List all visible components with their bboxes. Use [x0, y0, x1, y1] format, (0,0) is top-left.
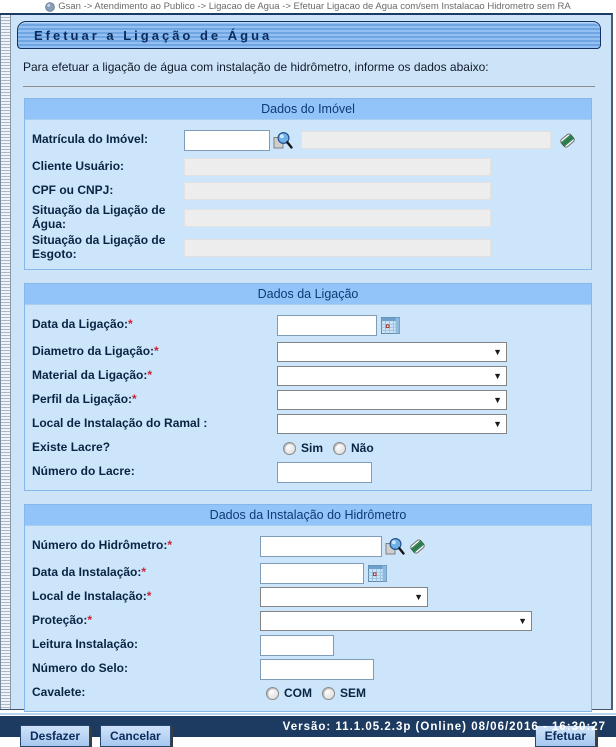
row-local-ramal	[32, 412, 584, 436]
row-material-ligacao	[32, 364, 584, 388]
row-numero-lacre	[32, 460, 584, 484]
cliente-usuario-label: Cliente Usuário:	[32, 159, 125, 174]
numero-lacre-input[interactable]	[277, 462, 372, 483]
row-situacao-agua	[32, 203, 584, 233]
cliente-usuario-field	[184, 158, 491, 176]
local-ramal-select[interactable]	[277, 414, 507, 434]
diametro-ligacao-label: Diametro da Ligação:*	[32, 344, 159, 359]
search-imovel-icon[interactable]	[272, 130, 293, 151]
material-ligacao-select[interactable]	[277, 366, 507, 386]
cavalete-com-radio[interactable]	[266, 687, 279, 700]
cpf-cnpj-field	[184, 182, 491, 200]
data-instalacao-label: Data da Instalação:*	[32, 565, 147, 580]
panel-dados-ligacao	[24, 283, 592, 491]
required-marker: *	[167, 538, 173, 553]
panel-dados-imovel-title: Dados do Imóvel	[25, 99, 591, 120]
imovel-descricao-field	[301, 131, 551, 149]
left-decorative-strip	[0, 15, 11, 709]
row-numero-hidrometro	[32, 531, 584, 561]
search-hidrometro-icon[interactable]	[384, 536, 405, 557]
situacao-esgoto-field	[184, 239, 491, 257]
numero-hidrometro-input[interactable]	[260, 536, 382, 557]
protecao-label: Proteção:*	[32, 613, 93, 628]
panel-dados-ligacao-title: Dados da Ligação	[25, 284, 591, 305]
row-data-instalacao	[32, 561, 584, 585]
calendar-instalacao-icon[interactable]	[368, 565, 387, 582]
panel-dados-hidrometro-title: Dados da Instalação do Hidrômetro	[25, 505, 591, 526]
numero-selo-input[interactable]	[260, 659, 374, 680]
divider	[23, 86, 595, 87]
row-numero-selo	[32, 657, 584, 681]
numero-lacre-label: Número do Lacre:	[32, 464, 135, 479]
row-local-instalacao	[32, 585, 584, 609]
protecao-select[interactable]	[260, 611, 532, 631]
help-icon[interactable]	[45, 2, 55, 12]
chevron-down-icon: ▼	[518, 615, 527, 626]
page-title-bar	[17, 21, 601, 49]
required-marker: *	[146, 589, 152, 604]
erase-imovel-icon[interactable]	[557, 130, 578, 151]
existe-lacre-label: Existe Lacre?	[32, 440, 111, 455]
cavalete-com-label: COM	[284, 686, 312, 700]
desfazer-button[interactable]: Desfazer	[20, 725, 90, 747]
required-marker: *	[128, 317, 133, 332]
efetuar-button[interactable]: Efetuar	[535, 725, 596, 747]
lacre-nao-radio[interactable]	[333, 442, 346, 455]
chevron-down-icon: ▼	[493, 370, 502, 381]
instruction-text: Para efetuar a ligação de água com instalação de hidrômetro, informe os dados abaixo:	[23, 60, 489, 74]
leitura-instalacao-label: Leitura Instalação:	[32, 637, 139, 652]
page-title: Efetuar a Ligação de Água	[34, 27, 273, 43]
required-marker: *	[147, 368, 153, 383]
cavalete-sem-label: SEM	[340, 686, 367, 700]
chevron-down-icon: ▼	[493, 418, 502, 429]
cpf-cnpj-label: CPF ou CNPJ:	[32, 183, 114, 198]
numero-hidrometro-label: Número do Hidrômetro:*	[32, 538, 173, 553]
row-cliente-usuario	[32, 155, 584, 179]
matricula-imovel-input[interactable]	[184, 130, 270, 151]
row-protecao	[32, 609, 584, 633]
chevron-down-icon: ▼	[493, 346, 502, 357]
row-matricula-imovel	[32, 125, 584, 155]
data-ligacao-label: Data da Ligação:*	[32, 317, 133, 332]
local-ramal-label: Local de Instalação do Ramal :	[32, 416, 208, 431]
row-data-ligacao	[32, 310, 584, 340]
matricula-imovel-label: Matrícula do Imóvel:	[32, 132, 149, 147]
local-instalacao-select[interactable]	[260, 587, 428, 607]
data-instalacao-input[interactable]	[260, 563, 364, 584]
material-ligacao-label: Material da Ligação:*	[32, 368, 153, 383]
required-marker: *	[132, 392, 137, 407]
row-diametro-ligacao	[32, 340, 584, 364]
cavalete-sem-radio[interactable]	[322, 687, 335, 700]
calendar-ligacao-icon[interactable]	[381, 317, 400, 334]
data-ligacao-input[interactable]	[277, 315, 377, 336]
leitura-instalacao-input[interactable]	[260, 635, 334, 656]
lacre-nao-label: Não	[351, 441, 374, 455]
lacre-sim-label: Sim	[301, 441, 324, 455]
breadcrumb-text: Gsan -> Atendimento ao Publico -> Ligacao de Agua -> Efetuar Ligacao de Agua com/sem Instalacao Hidrometro sem RA	[58, 1, 571, 12]
perfil-ligacao-label: Perfil da Ligação:*	[32, 392, 137, 407]
panel-dados-hidrometro	[24, 504, 592, 712]
numero-selo-label: Número do Selo:	[32, 661, 129, 676]
situacao-esgoto-label: Situação da Ligação de Esgoto:	[32, 233, 166, 261]
breadcrumb	[0, 0, 616, 13]
version-text: Versão: 11.1.05.2.3p (Online) 08/06/2016 - 16:30:27	[282, 720, 606, 733]
chevron-down-icon: ▼	[493, 394, 502, 405]
chevron-down-icon: ▼	[414, 591, 423, 602]
local-instalacao-label: Local de Instalação:*	[32, 589, 152, 604]
diametro-ligacao-select[interactable]	[277, 342, 507, 362]
required-marker: *	[154, 344, 159, 359]
lacre-sim-radio[interactable]	[283, 442, 296, 455]
row-leitura-instalacao	[32, 633, 584, 657]
cavalete-label: Cavalete:	[32, 685, 86, 700]
row-cavalete	[32, 681, 584, 705]
required-marker: *	[87, 613, 93, 628]
perfil-ligacao-select[interactable]	[277, 390, 507, 410]
situacao-agua-label: Situação da Ligação de Água:	[32, 203, 166, 231]
row-perfil-ligacao	[32, 388, 584, 412]
cancelar-button[interactable]: Cancelar	[100, 725, 171, 747]
panel-dados-imovel	[24, 98, 592, 270]
required-marker: *	[141, 565, 147, 580]
situacao-agua-field	[184, 209, 491, 227]
row-existe-lacre	[32, 436, 584, 460]
erase-hidrometro-icon[interactable]	[407, 536, 428, 557]
row-situacao-esgoto	[32, 233, 584, 263]
row-cpf-cnpj	[32, 179, 584, 203]
